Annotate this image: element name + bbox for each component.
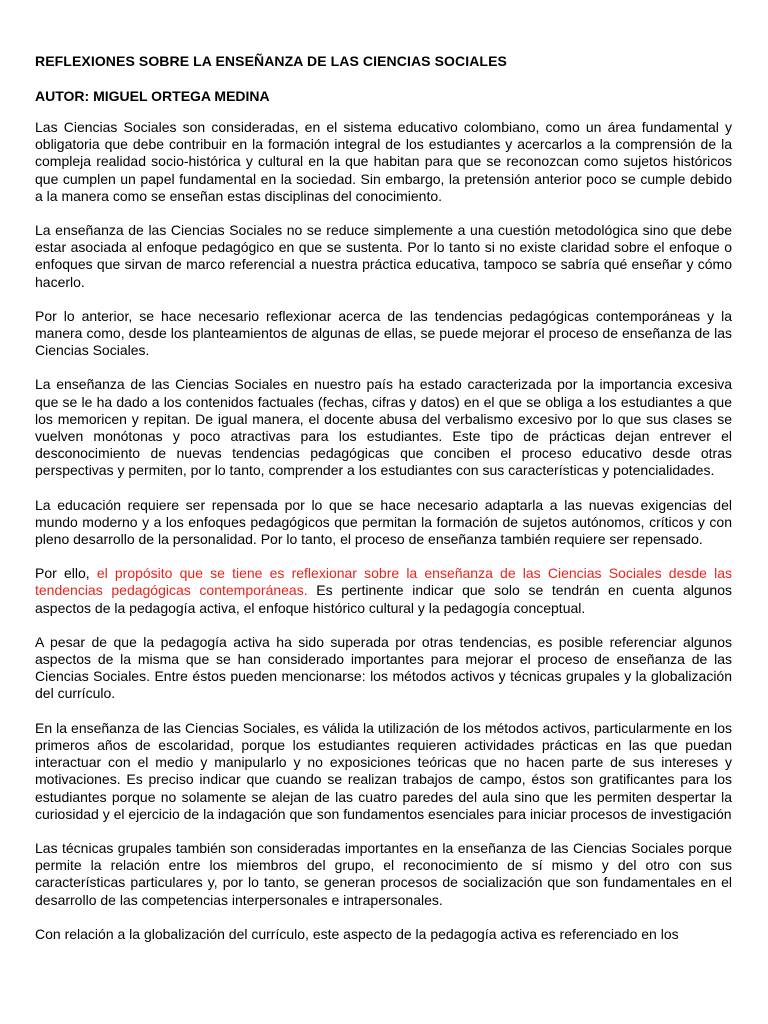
document-author: AUTOR: MIGUEL ORTEGA MEDINA [35,88,270,104]
document-body [35,52,732,960]
paragraph-7: A pesar de que la pedagogía activa ha sido superada por otras tendencias, es posible referenciar algunos aspectos de la misma que se han considerado importantes para mejorar el proceso de enseñanza de las Ciencias Sociales. Entre éstos pueden mencionarse: los métodos activos y técnicas grupales y la globalización del currículo. [35,633,732,702]
paragraph-3: Por lo anterior, se hace necesario reflexionar acerca de las tendencias pedagógicas contemporáneas y la manera como, desde los planteamientos de algunas de ellas, se puede mejorar el proceso de enseñanza de las Ciencias Sociales. [35,307,732,359]
purpose-prefix: Por ello, [35,565,97,582]
document-title: REFLEXIONES SOBRE LA ENSEÑANZA DE LAS CIENCIAS SOCIALES [35,53,507,69]
paragraph-4: La enseñanza de las Ciencias Sociales en nuestro país ha estado caracterizada por la importancia excesiva que se le ha dado a los contenidos factuales (fechas, cifras y datos) en el que se obliga a los estudiantes a que los memoricen y repitan. De igual manera, el docente abusa del verbalismo excesivo por lo que sus clases se vuelven monótonas y poco atractivas para los estudiantes. Este tipo de prácticas dejan entrever el desconocimiento de nuevas tendencias pedagógicas que conciben el proceso educativo desde otras perspectivas y permiten, por lo tanto, comprender a los estudiantes con sus características y potencialidades. [35,376,732,479]
paragraph-5: La educación requiere ser repensada por lo que se hace necesario adaptarla a las nuevas exigencias del mundo moderno y a los enfoques pedagógicos que permitan la formación de sujetos autónomos, críticos y con pleno desarrollo de la personalidad. Por lo tanto, el proceso de enseñanza también requiere ser repensado. [35,496,732,548]
purpose-paragraph [35,565,732,617]
paragraph-1: Las Ciencias Sociales son consideradas, en el sistema educativo colombiano, como un área fundamental y obligatoria que debe contribuir en la formación integral de los estudiantes y acercarlos a la comprensión de la compleja realidad socio-histórica y cultural en la que habitan para que se reconozcan como sujetos históricos que cumplen un papel fundamental en la sociedad. Sin embargo, la pretensión anterior poco se cumple debido a la manera como se enseñan estas disciplinas del conocimiento. [35,119,732,204]
purpose-highlight: el propósito que se tiene es reflexionar sobre la enseñanza de las Ciencias Sociales desde las tendencias pedagógicas contemporáneas. [35,565,733,599]
paragraph-10: Con relación a la globalización del currículo, este aspecto de la pedagogía activa es referenciado en los [35,925,679,942]
paragraph-2: La enseñanza de las Ciencias Sociales no se reduce simplemente a una cuestión metodológica sino que debe estar asociada al enfoque pedagógico en que se sustenta. Por lo tanto si no existe claridad sobre el enfoque o enfoques que sirvan de marco referencial a nuestra práctica educativa, tampoco se sabría qué enseñar y cómo hacerlo. [35,222,732,290]
paragraph-8: En la enseñanza de las Ciencias Sociales, es válida la utilización de los métodos activos, particularmente en los primeros años de escolaridad, porque los estudiantes requieren actividades prácticas en las que puedan interactuar con el medio y manipularlo y no exposiciones teóricas que no hacen parte de sus intereses y motivaciones. Es preciso indicar que cuando se realizan trabajos de campo, éstos son gratificantes para los estudiantes porque no solamente se alejan de las cuatro paredes del aula sino que les permiten despertar la curiosidad y el ejercicio de la indagación que son fundamentos esenciales para iniciar procesos de investigación [35,719,732,822]
purpose-suffix: Es pertinente indicar que solo se tendrán en cuenta algunos aspectos de la pedagogía activa, el enfoque histórico cultural y la pedagogía conceptual. [35,582,733,616]
paragraph-9: Las técnicas grupales también son consideradas importantes en la enseñanza de las Ciencias Sociales porque permite la relación entre los miembros del grupo, el reconocimiento de sí mismo y del otro con sus características particulares y, por lo tanto, se generan procesos de socialización que son fundamentales en el desarrollo de las competencias interpersonales e intrapersonales. [35,839,732,908]
